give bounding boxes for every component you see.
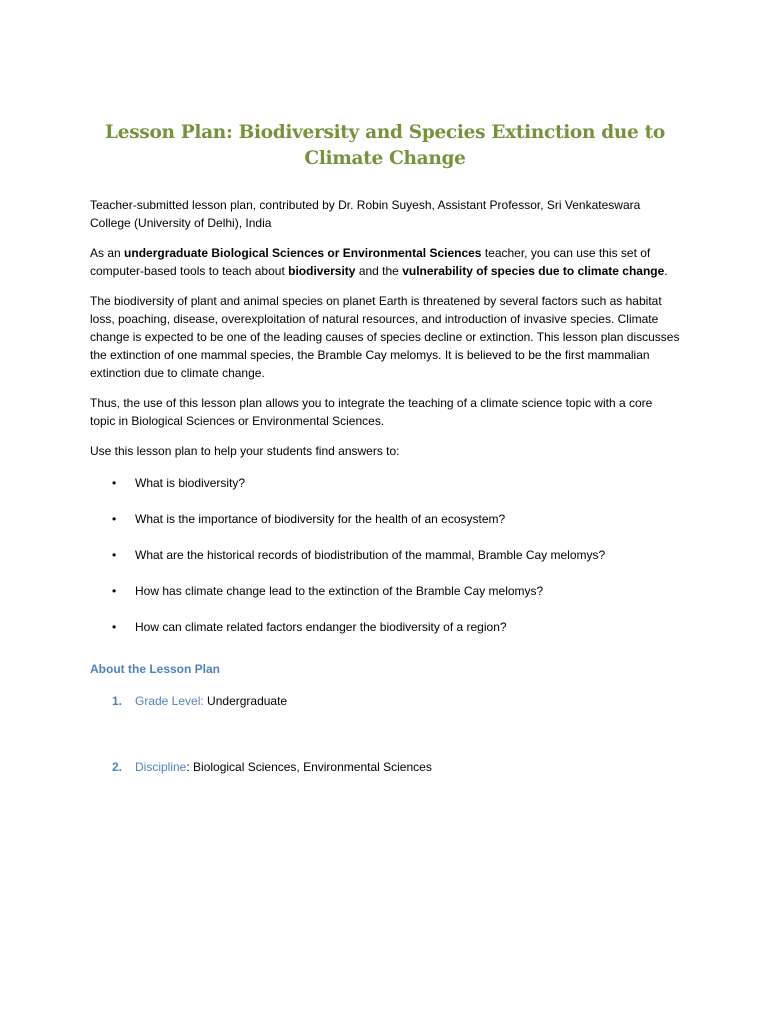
list-item bbox=[90, 474, 680, 492]
bullet-icon: • bbox=[112, 584, 117, 598]
item-value: : Biological Sciences, Environmental Sciences bbox=[186, 760, 432, 774]
audience-paragraph bbox=[90, 244, 680, 280]
audience-text-1: As an bbox=[90, 246, 125, 260]
about-heading: About the Lesson Plan bbox=[90, 662, 221, 676]
list-item bbox=[90, 510, 680, 528]
document-page bbox=[90, 120, 680, 776]
question-text: How can climate related factors endanger the biodiversity of a region? bbox=[135, 620, 507, 634]
context-paragraph: The biodiversity of plant and animal species on planet Earth is threatened by several factors such as habitat loss, poaching, disease, overexploitation of natural resources, and introduction of invasive species. Climate change is expected to be one of the leading causes of species decline or extinction. This lesson plan discusses the extinction of one mammal species, the Bramble Cay melomys. It is believed to be the first mammalian extinction due to climate change. bbox=[90, 294, 680, 380]
bullet-icon: • bbox=[112, 620, 117, 634]
question-text: What is biodiversity? bbox=[135, 476, 246, 490]
questions-intro: Use this lesson plan to help your students find answers to: bbox=[90, 444, 400, 458]
page-title: Lesson Plan: Biodiversity and Species Extinction due to Climate Change bbox=[105, 122, 665, 169]
list-item bbox=[90, 618, 680, 636]
grade-level-item bbox=[90, 692, 680, 710]
question-text: What is the importance of biodiversity for the health of an ecosystem? bbox=[135, 512, 506, 526]
questions-list bbox=[90, 474, 680, 636]
integration-paragraph: Thus, the use of this lesson plan allows you to integrate the teaching of a climate science topic with a core topic in Biological Sciences or Environmental Sciences. bbox=[90, 396, 653, 428]
audience-bold-2: biodiversity bbox=[288, 264, 356, 278]
item-number: 2. bbox=[112, 760, 123, 774]
list-item bbox=[90, 546, 680, 564]
audience-text-2: teacher, you can use this set of computer-based tools to teach about bbox=[90, 246, 651, 278]
question-text: How has climate change lead to the extinction of the Bramble Cay melomys? bbox=[135, 584, 544, 598]
intro-paragraph: Teacher-submitted lesson plan, contributed by Dr. Robin Suyesh, Assistant Professor, Sri Venkateswara College (University of Delhi), India bbox=[90, 198, 641, 230]
bullet-icon: • bbox=[112, 512, 117, 526]
discipline-item bbox=[90, 758, 680, 776]
item-key: Discipline bbox=[135, 760, 187, 774]
question-text: What are the historical records of biodistribution of the mammal, Bramble Cay melomys? bbox=[135, 548, 606, 562]
bullet-icon: • bbox=[112, 476, 117, 490]
audience-text-3: and the bbox=[355, 264, 403, 278]
item-value: Undergraduate bbox=[203, 694, 288, 708]
item-key: Grade Level: bbox=[135, 694, 204, 708]
bullet-icon: • bbox=[112, 548, 117, 562]
audience-bold-1: undergraduate Biological Sciences or Environmental Sciences bbox=[124, 246, 482, 260]
audience-bold-3: vulnerability of species due to climate change bbox=[402, 264, 665, 278]
audience-text-4: . bbox=[664, 264, 668, 278]
item-number: 1. bbox=[112, 694, 123, 708]
list-item bbox=[90, 582, 680, 600]
